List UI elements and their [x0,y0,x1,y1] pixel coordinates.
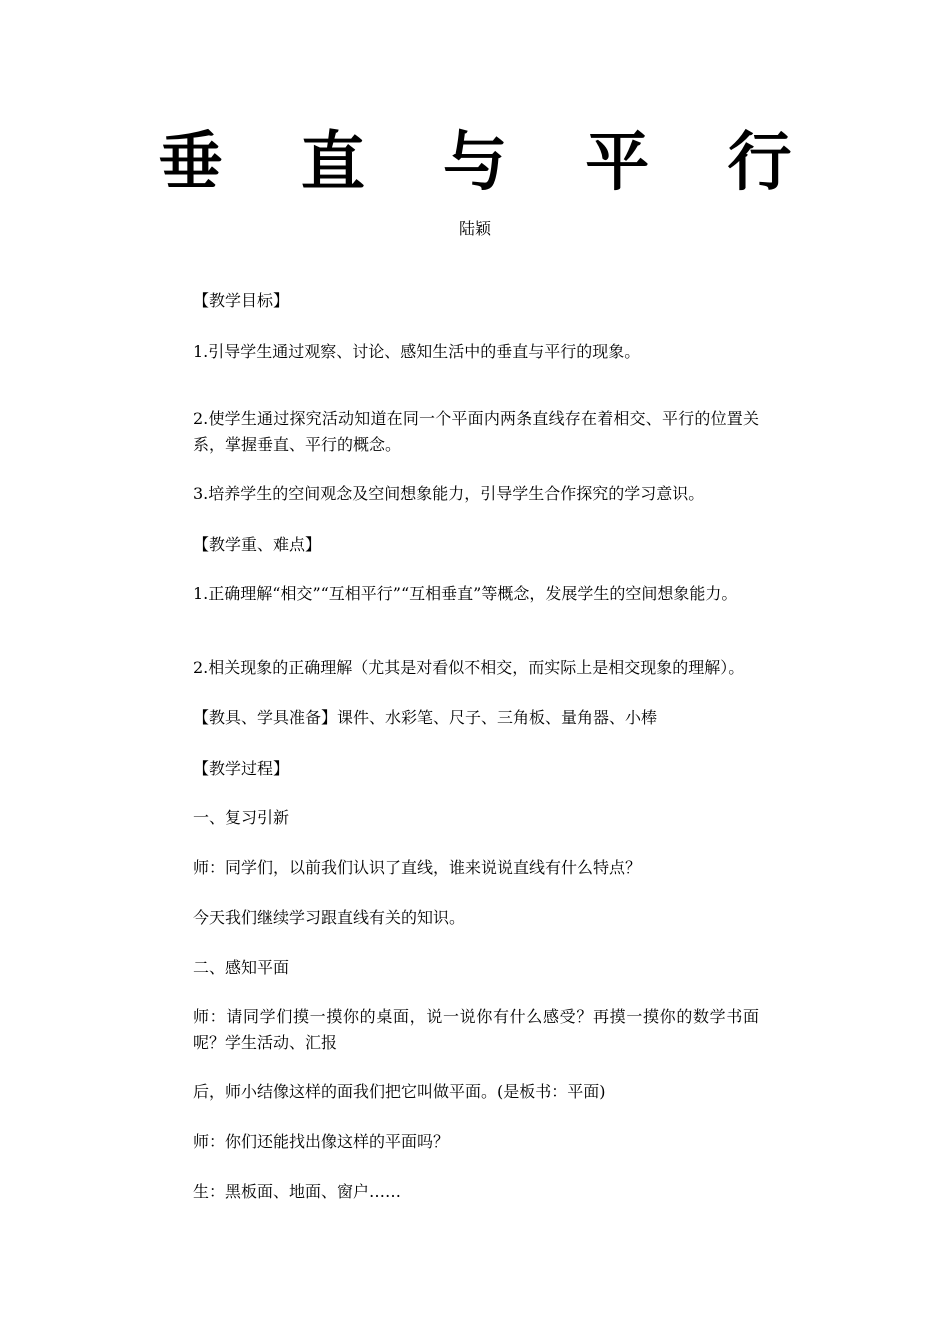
process-step-1-heading: 一、复习引新 [193,808,290,827]
dialogue-line: 师：你们还能找出像这样的平面吗？ [193,1132,450,1151]
dialogue-line: 今天我们继续学习跟直线有关的知识。 [193,908,466,927]
process-step-2-heading: 二、感知平面 [193,958,290,977]
section-heading-key-points: 【教学重、难点】 [193,535,322,554]
section-heading-materials: 【教具、学具准备】课件、水彩笔、尺子、三角板、量角器、小棒 [193,708,658,727]
document-author: 陆颖 [458,219,491,238]
objective-item-3: 3.培养学生的空间观念及空间想象能力，引导学生合作探究的学习意识。 [193,484,705,503]
objective-item-1: 1.引导学生通过观察、讨论、感知生活中的垂直与平行的现象。 [193,342,641,361]
dialogue-line: 后，师小结像这样的面我们把它叫做平面。(是板书：平面) [193,1082,606,1101]
section-heading-process: 【教学过程】 [193,759,290,778]
document-title: 垂 直 与 平 行 [158,125,820,200]
dialogue-line: 生：黑板面、地面、窗户…… [193,1182,402,1201]
dialogue-line: 师：请同学们摸一摸你的桌面，说一说你有什么感受？再摸一摸你的数学书面呢？学生活动、汇报 [193,1007,759,1052]
key-point-item-2: 2.相关现象的正确理解（尤其是对看似不相交，而实际上是相交现象的理解）。 [193,658,745,677]
section-heading-objectives: 【教学目标】 [193,291,290,310]
key-point-item-1: 1.正确理解“相交”“互相平行”“互相垂直”等概念，发展学生的空间想象能力。 [193,584,738,603]
dialogue-line: 师：同学们，以前我们认识了直线，谁来说说直线有什么特点？ [193,858,642,877]
objective-item-2: 2.使学生通过探究活动知道在同一个平面内两条直线存在着相交、平行的位置关系，掌握垂直、平行的概念。 [193,409,759,454]
